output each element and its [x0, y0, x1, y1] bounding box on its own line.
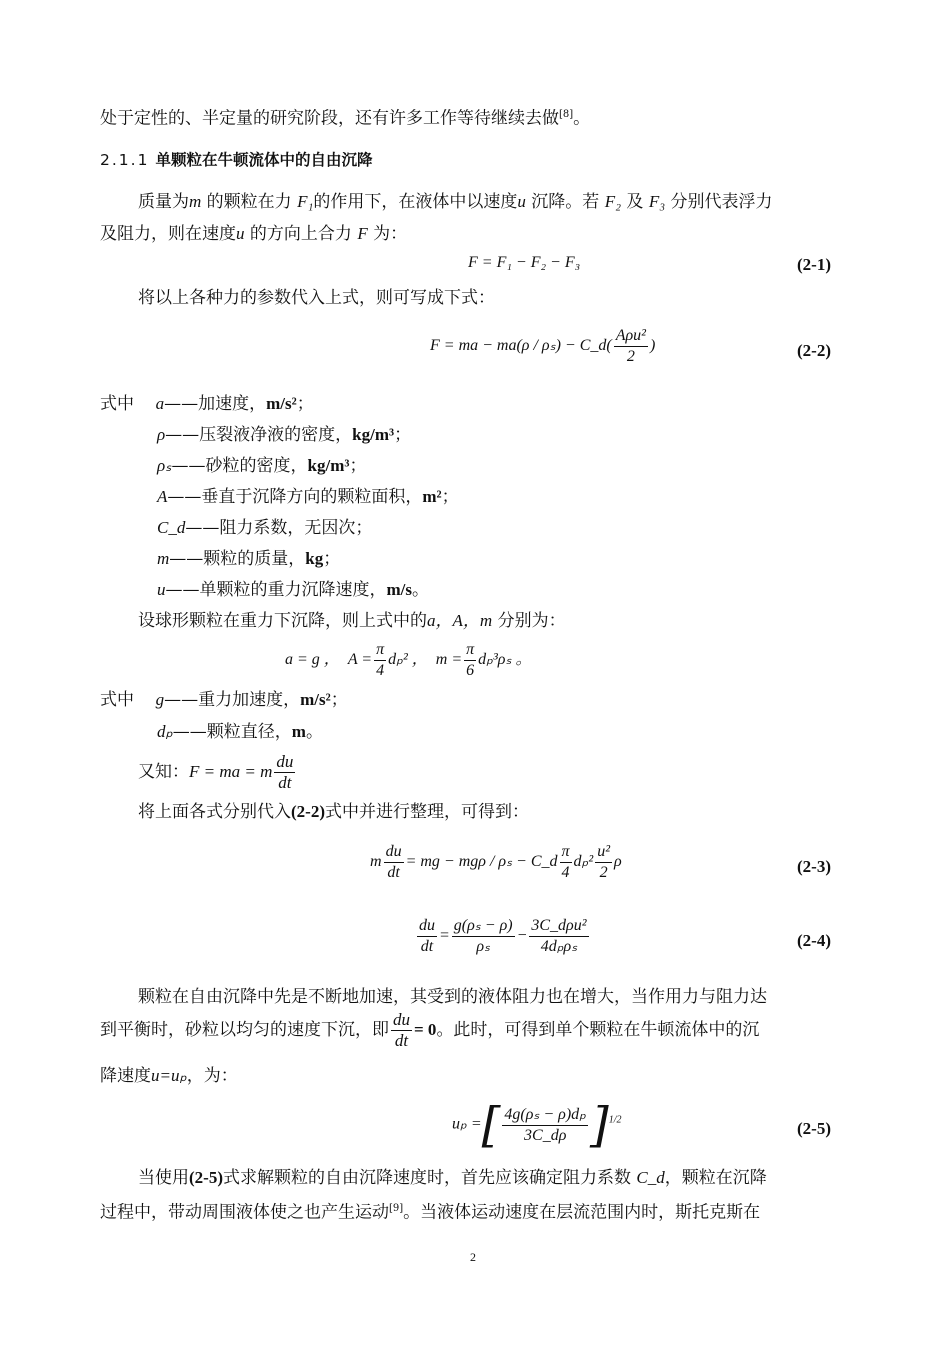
unit: kg/m³ — [307, 456, 350, 475]
formula-part: ) — [649, 337, 656, 355]
symbol: F₃ — [648, 192, 666, 211]
symbol: u — [517, 192, 526, 211]
formula-part: F = ma = m — [189, 762, 273, 781]
equation-2-1: F = F₁ − F₂ − F₃ — [468, 254, 581, 271]
denominator: dt — [278, 773, 292, 792]
text: ——单颗粒的重力沉降速度， — [165, 580, 387, 600]
definition-A: A——垂直于沉降方向的颗粒面积，m²； — [157, 487, 459, 507]
symbol: u=uₚ — [151, 1066, 187, 1085]
text: 及 — [621, 192, 649, 212]
paragraph-line — [138, 800, 529, 824]
definition-rhos: ρₛ——砂粒的密度，kg/m³； — [157, 456, 367, 476]
equation-number: (2-1) — [797, 255, 831, 274]
fraction — [529, 916, 588, 957]
numerator: du — [393, 1010, 410, 1029]
fraction — [614, 326, 648, 367]
text: 式中 — [100, 690, 134, 710]
symbol: m — [157, 549, 170, 568]
symbol: g — [155, 690, 165, 709]
text: ，颗粒在沉降 — [664, 1168, 767, 1188]
equation-number: (2-3) — [797, 857, 831, 876]
formula-part: = mg − mgρ / ρₛ − C_d — [405, 853, 558, 871]
text: 。此时，可得到单个颗粒在牛顿流体中的沉 — [436, 1020, 760, 1040]
text: 处于定性的、半定量的研究阶段，还有许多工作等待继续去做 — [100, 108, 559, 129]
formula-part: F = ma − ma(ρ / ρₛ) − C_d( — [430, 337, 612, 355]
symbol: F₂ — [604, 192, 621, 211]
text: 。当液体运动速度在层流范围内时，斯托克斯在 — [403, 1202, 761, 1223]
substitution-formula — [285, 640, 531, 681]
citation: [9] — [389, 1203, 404, 1214]
text: 当使用 — [138, 1168, 189, 1188]
fraction — [391, 1010, 412, 1051]
section-number: 2.1.1 — [100, 151, 150, 169]
symbol: C_d — [636, 1168, 665, 1187]
text: ——加速度， — [164, 394, 267, 414]
paragraph-line — [100, 1197, 760, 1225]
section-title: 单颗粒在牛顿流体中的自由沉降 — [155, 151, 373, 169]
fraction — [464, 640, 476, 681]
equation-number: (2-2) — [797, 341, 831, 360]
denominator: dt — [387, 864, 400, 881]
section-heading — [100, 148, 372, 172]
symbol: F — [357, 224, 368, 243]
denominator: 2 — [626, 348, 635, 365]
numerator: π — [464, 640, 476, 661]
equation-ref: (2-2) — [291, 802, 325, 821]
symbol: C_d — [157, 518, 186, 537]
text: 又知： — [138, 762, 189, 782]
paragraph-line: 将以上各种力的参数代入上式，则可写成下式： — [138, 288, 495, 308]
numerator: π — [560, 842, 572, 863]
page-number: 2 — [470, 1250, 476, 1264]
text: 分别为： — [492, 611, 566, 631]
text: ——重力加速度， — [164, 690, 301, 710]
formula-part: ρ — [613, 853, 622, 871]
definition-a: 式中 a——加速度，m/s²； — [100, 394, 314, 414]
denominator: 3C_dρ — [524, 1126, 567, 1144]
numerator: Aρu² — [614, 326, 648, 347]
formula-part: A = — [347, 651, 373, 669]
symbol: ρₛ — [157, 456, 172, 475]
text: 沉降。若 — [525, 192, 605, 212]
paragraph-line — [100, 222, 407, 246]
fraction — [452, 916, 515, 957]
denominator: ρₛ — [476, 938, 491, 955]
numerator: du — [276, 752, 294, 771]
unit: m² — [422, 487, 442, 506]
text: 的作用下，在液体中以速度 — [313, 192, 518, 212]
unit: m/s² — [266, 394, 297, 413]
formula-part: a = g ， — [285, 651, 340, 669]
definition-m: m——颗粒的质量，kg； — [157, 549, 341, 569]
symbol: a — [155, 394, 165, 413]
symbol: u — [157, 580, 166, 599]
symbol: dₚ — [157, 722, 173, 741]
text: ——颗粒直径， — [172, 722, 292, 742]
text: 式求解颗粒的自由沉降速度时，首先应该确定阻力系数 — [222, 1168, 631, 1188]
numerator: g(ρₛ − ρ) — [452, 916, 515, 937]
fraction — [595, 842, 612, 883]
equation-2-4 — [415, 916, 591, 957]
paragraph-line — [138, 190, 773, 214]
fraction — [502, 1105, 588, 1146]
formula-part: dₚ³ρₛ 。 — [478, 651, 532, 669]
equation-number: (2-4) — [797, 931, 831, 950]
text: 的颗粒在力 — [201, 192, 298, 212]
formula-part: = — [439, 927, 450, 945]
formula-part: m = — [435, 651, 463, 669]
text: 过程中，带动周围液体使之也产生运动 — [100, 1202, 389, 1223]
text: 及阻力，则在速度 — [100, 224, 236, 244]
formula-part: uₚ = — [452, 1115, 482, 1133]
text: ——颗粒的质量， — [169, 549, 306, 569]
numerator: du — [417, 916, 437, 937]
text: 降速度 — [100, 1066, 151, 1086]
fraction — [274, 752, 295, 793]
unit: m — [291, 722, 306, 741]
text: 到平衡时，砂粒以均匀的速度下沉，即 — [100, 1020, 389, 1040]
equation-2-5: uₚ =[ $\frac{\text{4g(ρₛ − ρ)dₚ}}{3C\_d\rho}$ ]$^{1/2}$ — [452, 1097, 622, 1153]
citation: [8] — [559, 109, 574, 120]
denominator: 4 — [561, 864, 570, 881]
symbol: a，A，m — [427, 611, 493, 630]
numerator: u² — [595, 842, 612, 863]
definition-rho: ρ——压裂液净液的密度，kg/m³； — [157, 425, 412, 445]
numerator: π — [374, 640, 386, 661]
denominator: dt — [394, 1031, 409, 1050]
fraction — [384, 842, 404, 883]
paragraph-line — [138, 1166, 767, 1190]
unit: m/s² — [300, 690, 331, 709]
numerator: 3C_dρu² — [529, 916, 588, 937]
definition-u: u——单颗粒的重力沉降速度，m/s。 — [157, 580, 429, 600]
denominator: 4 — [376, 662, 385, 679]
text: 分别代表浮力 — [665, 192, 773, 212]
text: 式中并进行整理，可得到： — [324, 802, 529, 822]
equation-number: (2-5) — [797, 1119, 831, 1138]
denominator: 2 — [599, 864, 608, 881]
paragraph-line — [138, 609, 566, 633]
exponent: 1/2 — [608, 1114, 622, 1126]
symbol: m — [189, 192, 202, 211]
numerator: 4g(ρₛ − ρ)dₚ — [502, 1105, 588, 1126]
paragraph-line — [100, 1064, 238, 1088]
text: 将上面各式分别代入 — [138, 802, 291, 822]
equation-2-3: m $\frac{du}{dt}$ = mg − mgρ / ρₛ − C_d $\frac{\pi}{4}$ dₚ² $\frac{\text{u²}}{2}$ ρ — [370, 843, 622, 881]
equation-2-2 — [430, 326, 655, 367]
symbol: F₁ — [297, 192, 314, 211]
text: 为： — [367, 224, 408, 244]
text: 。 — [573, 108, 591, 129]
text: ，为： — [186, 1066, 238, 1086]
definition-dp: dₚ——颗粒直径，m。 — [157, 722, 323, 742]
text: ——阻力系数，无因次； — [185, 518, 373, 538]
paragraph-line: 颗粒在自由沉降中先是不断地加速，其受到的液体阻力也在增大，当作用力与阻力达 — [138, 987, 767, 1007]
unit: kg — [305, 549, 324, 568]
paragraph-line — [100, 1010, 759, 1051]
formula-part: dₚ² ， — [388, 651, 428, 669]
numerator: du — [384, 842, 404, 863]
known-formula-line — [138, 752, 297, 793]
symbol: A — [157, 487, 168, 506]
text: 设球形颗粒在重力下沉降，则上式中的 — [138, 611, 427, 631]
formula-part: = 0 — [414, 1020, 437, 1039]
text: ——压裂液净液的密度， — [165, 425, 353, 445]
denominator: dt — [420, 938, 434, 955]
fraction — [560, 842, 572, 883]
denominator: 4dₚρₛ — [540, 938, 578, 955]
unit: m/s — [386, 580, 412, 599]
definition-Cd — [157, 516, 372, 540]
text: ——砂粒的密度， — [171, 456, 308, 476]
symbol: u — [236, 224, 245, 243]
fraction — [374, 640, 386, 681]
text: 式中 — [100, 394, 134, 414]
text: 质量为 — [138, 192, 189, 212]
text: 的方向上合力 — [244, 224, 358, 244]
text: ——垂直于沉降方向的颗粒面积， — [167, 487, 423, 507]
denominator: 6 — [466, 662, 475, 679]
text-line-1 — [100, 103, 590, 131]
symbol: ρ — [157, 425, 166, 444]
definition-g: 式中 g——重力加速度，m/s²； — [100, 690, 348, 710]
formula-part: dₚ² — [573, 853, 594, 871]
equation-ref: (2-5) — [189, 1168, 223, 1187]
unit: kg/m³ — [352, 425, 395, 444]
fraction — [417, 916, 437, 957]
formula-part: − — [516, 927, 528, 945]
